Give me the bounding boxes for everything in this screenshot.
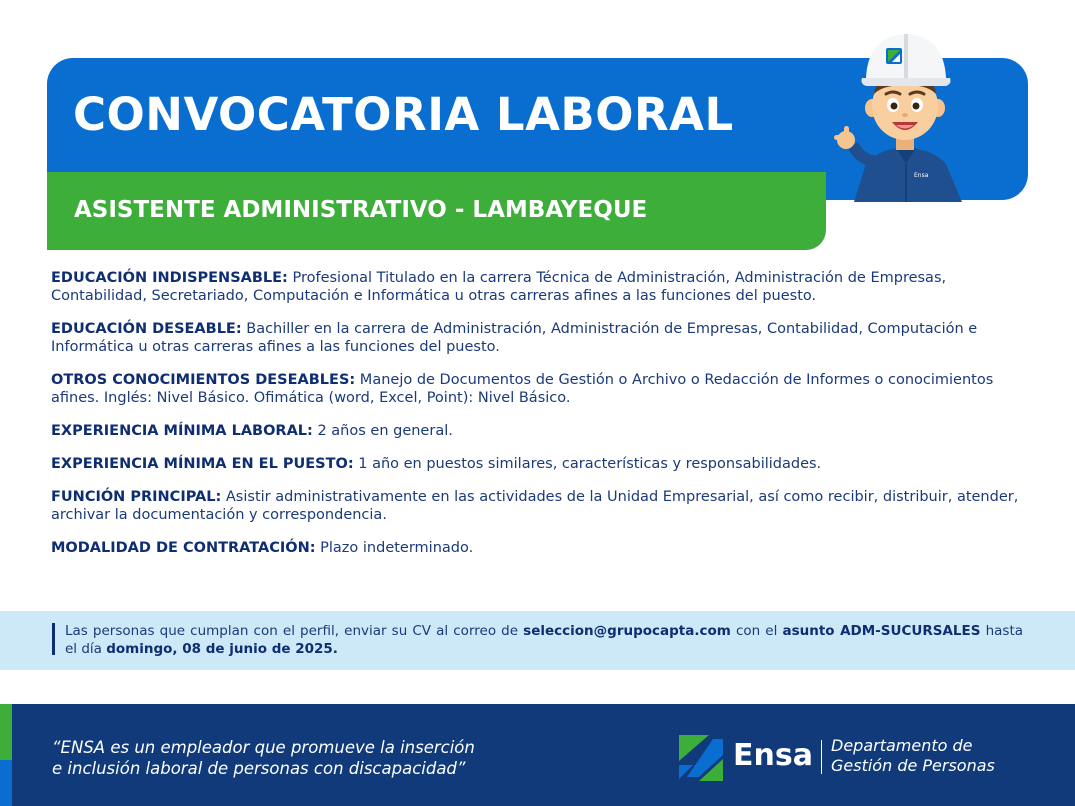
requirements-list: [51, 269, 1026, 572]
contact-email[interactable]: seleccion@grupocapta.com: [523, 623, 731, 639]
notice-text-part: hasta el día: [65, 623, 1024, 657]
deadline-date: domingo, 08 de junio de 2025.: [106, 641, 338, 657]
requirement-item: [51, 422, 1026, 440]
application-notice: [0, 611, 1075, 670]
requirement-text: Bachiller en la carrera de Administración, Administración de Empresas, Contabilidad, Computación e Informática u otras carreras afines a las funciones del puesto.: [51, 321, 978, 355]
position-title: ASISTENTE ADMINISTRATIVO - LAMBAYEQUE: [74, 197, 648, 223]
notice-accent-bar: [52, 623, 55, 655]
worker-mascot-icon: [822, 14, 982, 202]
footer-divider: [821, 740, 822, 774]
quote-line: e inclusión laboral de personas con discapacidad”: [52, 759, 466, 778]
requirement-text: Plazo indeterminado.: [315, 540, 474, 556]
ensa-logo-icon: [679, 735, 723, 781]
requirement-label: FUNCIÓN PRINCIPAL:: [51, 489, 222, 505]
inclusion-quote: [52, 737, 475, 779]
quote-line: “ENSA es un empleador que promueve la inserción: [52, 738, 475, 757]
requirement-item: [51, 371, 1026, 407]
requirement-text: Manejo de Documentos de Gestión o Archivo o Redacción de Informes o conocimientos afines. Inglés: Nivel Básico. Ofimática (word, Excel, Point): Nivel Básico.: [51, 372, 994, 406]
requirement-label: EDUCACIÓN DESEABLE:: [51, 321, 242, 337]
email-subject: asunto ADM-SUCURSALES: [782, 623, 981, 639]
requirement-text: Profesional Titulado en la carrera Técnica de Administración, Administración de Empresas, Contabilidad, Secretariado, Computación e Informática u otras carreras afines a las funciones del puesto.: [51, 270, 947, 304]
page-title: CONVOCATORIA LABORAL: [73, 88, 734, 141]
requirement-text: 1 año en puestos similares, características y responsabilidades.: [353, 456, 822, 472]
requirement-label: MODALIDAD DE CONTRATACIÓN:: [51, 540, 316, 556]
requirement-text: Asistir administrativamente en las actividades de la Unidad Empresarial, así como recibir, distribuir, atender, archivar la documentación y correspondencia.: [51, 489, 1019, 523]
requirement-label: EXPERIENCIA MÍNIMA EN EL PUESTO:: [51, 456, 354, 472]
department-line: Departamento de: [831, 736, 973, 755]
notice-text: [65, 622, 1023, 658]
shirt-logo: Ensa: [914, 172, 929, 179]
requirement-label: EXPERIENCIA MÍNIMA LABORAL:: [51, 423, 313, 439]
requirement-item: [51, 455, 1026, 473]
department-line: Gestión de Personas: [831, 756, 995, 775]
requirement-item: [51, 539, 1026, 557]
brand-name: Ensa: [733, 738, 813, 773]
requirement-label: OTROS CONOCIMIENTOS DESEABLES:: [51, 372, 356, 388]
footer: [0, 704, 1075, 806]
requirement-item: [51, 488, 1026, 524]
requirement-item: [51, 320, 1026, 356]
requirement-item: [51, 269, 1026, 305]
notice-text-part: con el: [730, 623, 783, 639]
requirement-text: 2 años en general.: [312, 423, 453, 439]
notice-text-part: Las personas que cumplan con el perfil, enviar su CV al correo de: [65, 623, 524, 639]
footer-accent-stripe: [0, 704, 12, 806]
requirement-label: EDUCACIÓN INDISPENSABLE:: [51, 270, 288, 286]
department-name: [831, 736, 995, 776]
